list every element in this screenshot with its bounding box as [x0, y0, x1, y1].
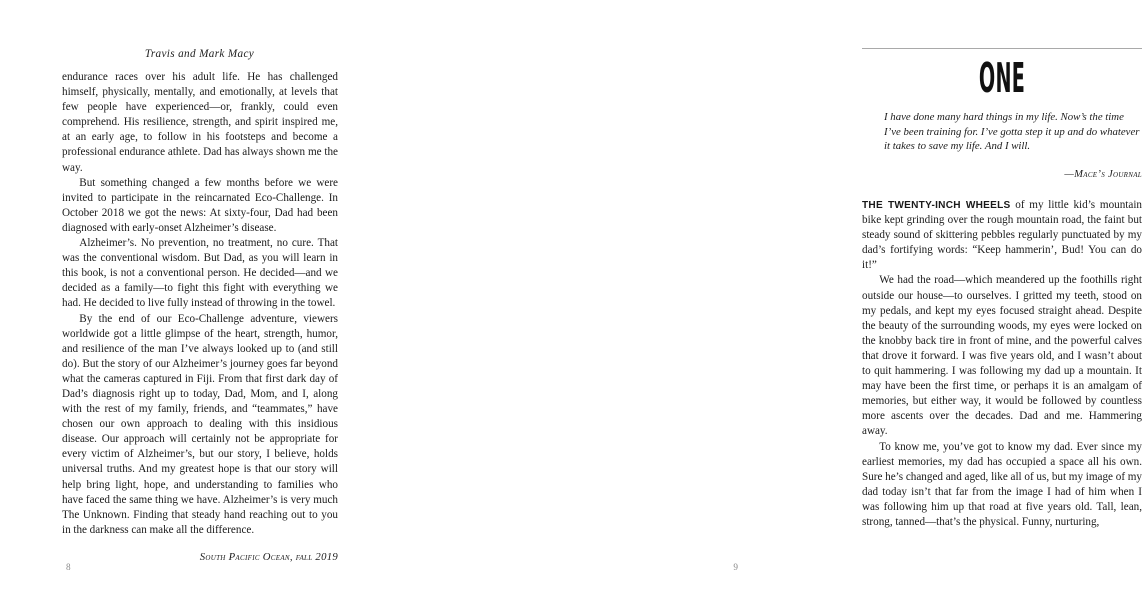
paragraph: By the end of our Eco-Challenge adventure, viewers worldwide got a little glimpse of the heart, strength, humor, and resilience of the man I’ve always looked up to (and still do). But the story of our Alzheimer’s journey goes far beyond what the cameras captured in Fiji. From that first dark day of Dad’s diagnosis right up to today, Dad, Mom, and I, along with the rest of my family, friends, and “teammates,” have chosen our own approach to dealing with this insidious disease. Our approach will certainly not be appropriate for every victim of Alzheimer’s, but our story, I believe, holds universal truths. And my greatest hope is that our story will help bring light, hope, and understanding to families who have faced the same thing we have. Alzheimer’s is very much The Unknown. Finding that steady hand reaching out to you in the darkness can make all the difference. [62, 312, 338, 536]
left-page-text-column [62, 70, 338, 563]
chapter-lead-in: THE TWENTY-INCH WHEELS [862, 200, 1011, 211]
chapter-rule [862, 48, 1142, 49]
page-number-right: 9 [733, 562, 738, 572]
right-page-text-column [862, 198, 1142, 530]
paragraph: endurance races over his adult life. He has challenged himself, physically, mentally, and emotionally, at levels that few people have experienced—or, frankly, could even comprehend. His resilience, strength, and spirit inspired me, at an early age, to follow in his footsteps and become a professional endurance athlete. Dad has always shown me the way. [62, 71, 338, 174]
epigraph [884, 110, 1142, 180]
paragraph: Alzheimer’s. No prevention, no treatment, no cure. That was the conventional wisdom. But Dad, as you will learn in this book, is not a conventional person. He decided—and we decided as a family—to fight this fight with everything we had. He decided to live fully instead of throwing in the towel. [62, 237, 338, 310]
epigraph-attribution: —Mace’s Journal [1064, 168, 1142, 180]
left-page [0, 0, 400, 600]
chapter-number: ONE [978, 54, 1026, 102]
paragraph: To know me, you’ve got to know my dad. Ever since my earliest memories, my dad has occupied a space all his own. Sure he’s changed and aged, like all of us, but my image of my dad today isn’t that far from the image I had of him when I was following him up that road at five years old. Tall, lean, strong, tanned—that’s the physical. Funny, nurturing, [862, 440, 1142, 528]
page-number-left: 8 [66, 562, 71, 572]
running-head: Travis and Mark Macy [144, 48, 255, 60]
paragraph: But something changed a few months before we were invited to participate in the reincarnated Eco-Challenge. In October 2018 we got the news: At sixty-four, Dad had been diagnosed with early-onset Alzheimer’s disease. [62, 176, 338, 234]
paragraph: We had the road—which meandered up the foothills right outside our house—to ourselves. I gritted my teeth, stood on my pedals, and kept my eyes focused straight ahead. Despite the beauty of the surrounding woods, my eyes were locked on the knobby back tire in front of mine, and the powerful calves that drove it forward. I was five years old, and I wasn’t about to quit hammering. I was following my dad up a mountain. It may have been the first time, or perhaps it is an amalgam of memories, but either way, it would be followed by countless more ascents over the decades. Dad and me. Hammering away. [862, 274, 1142, 438]
place-and-date-line: South Pacific Ocean, fall 2019 [199, 550, 338, 563]
epigraph-text: I have done many hard things in my life. Now’s the time I’ve been training for. I’ve gotta step it up and do whatever it takes to save my life. And I will. [884, 111, 1140, 153]
paragraph [862, 198, 1142, 273]
right-page [400, 0, 1142, 600]
paragraph-text: of my little kid’s mountain bike kept grinding over the rough mountain road, the faint but steady sound of skittering pebbles regularly punctuated by my dad’s fortifying words: “Keep hammerin’, Bud! You can do it!” [862, 199, 1142, 272]
